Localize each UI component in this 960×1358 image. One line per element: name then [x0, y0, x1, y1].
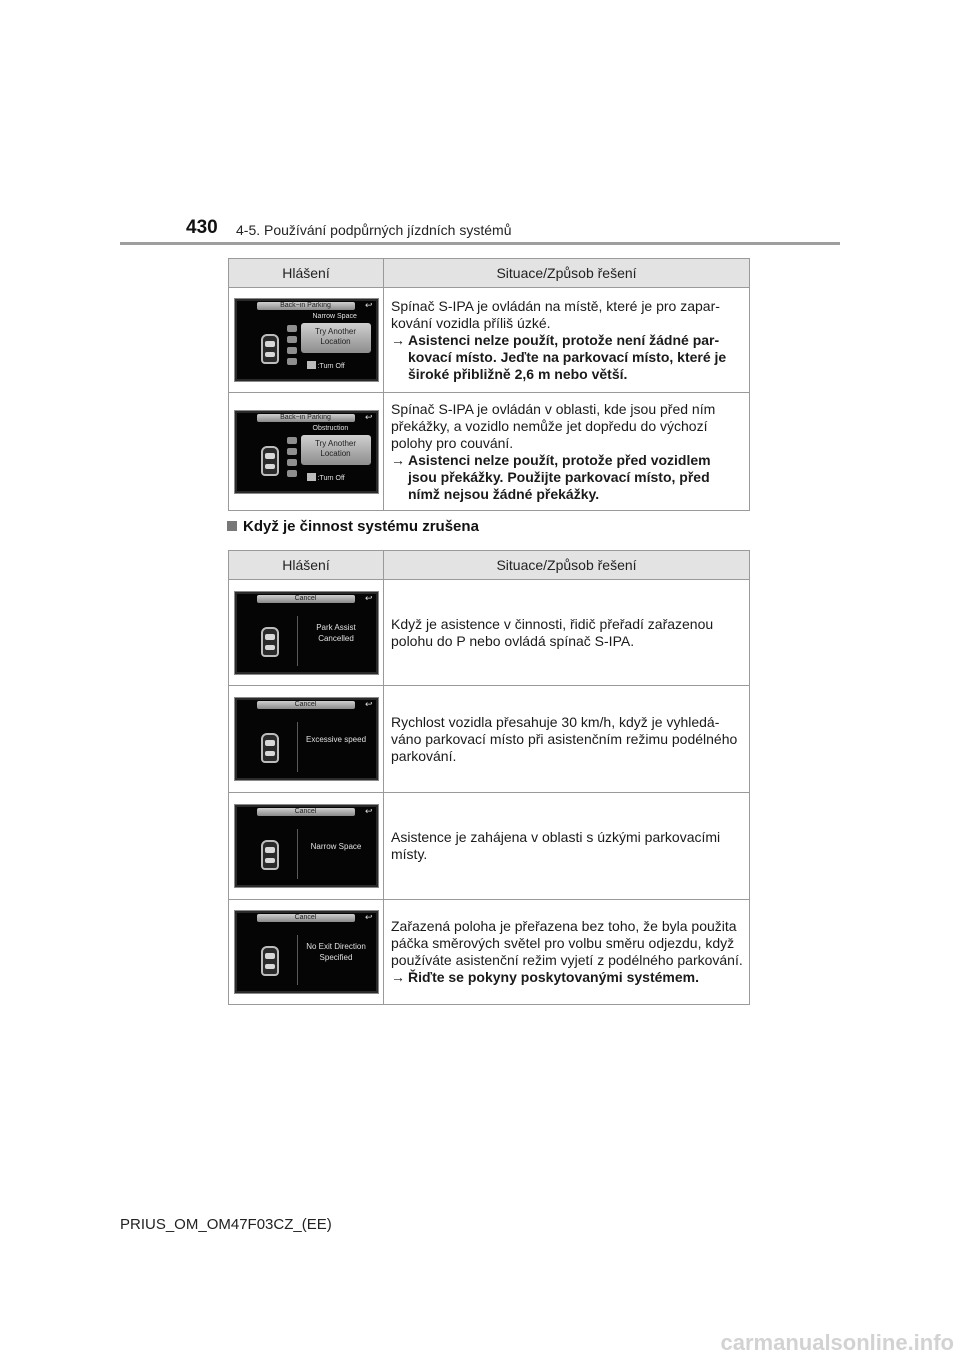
screen-divider: [297, 829, 298, 879]
button-label-line-1: Try Another: [314, 327, 357, 336]
remedy-label: Řiďte se pokyny poskytovanými systémem.: [408, 969, 699, 985]
situation-cell: [384, 580, 750, 686]
situation-text: Asistence je zahájena v oblasti s úzkými parkovacími místy.: [391, 829, 721, 862]
display-screen-image: [234, 410, 379, 494]
parking-switch-icon: [307, 361, 316, 369]
screen-title-bar: Back−in Parking: [257, 414, 355, 422]
situation-cell: [384, 900, 750, 1005]
situation-text: Zařazená poloha je přeřazena bez toho, že byla použita páčka směrových světel pro volbu směru odjezdu, když používáte asistenční režim vyjetí z podélného parkování.: [391, 918, 743, 968]
button-label-line-2: Location: [320, 337, 351, 346]
turn-off-hint: [307, 473, 345, 482]
screen-message-line-1: Narrow Space: [310, 842, 362, 851]
screen-cell: [229, 393, 384, 511]
screen-divider: [297, 722, 298, 772]
back-arrow-icon: ↩: [364, 806, 373, 816]
situation-cell: [384, 288, 750, 393]
situation-text: Spínač S-IPA je ovládán na místě, které je pro zaparkování vozidla příliš úzké.: [391, 297, 720, 331]
screen-message: [299, 941, 374, 963]
section-heading: [227, 518, 479, 535]
display-screen-image: [234, 910, 379, 994]
situation-cell: [384, 686, 750, 793]
display-screen-image: [234, 697, 379, 781]
situation-text: Rychlost vozidla přesahuje 30 km/h, když je vyhledáváno parkovací místo při asistenčním režimu podélného parkování.: [391, 713, 738, 764]
watermark: carmanualsonline.info: [720, 1330, 954, 1355]
chapter-title: 4-5. Používání podpůrných jízdních systémů: [236, 222, 512, 238]
screen-message-line-1: No Exit Direction: [306, 942, 366, 951]
car-icon: [261, 946, 279, 976]
screen-title-bar: Cancel: [257, 701, 355, 709]
arrow-icon: →: [391, 451, 405, 468]
screen-message: Obstruction: [312, 424, 349, 432]
arrow-icon: →: [391, 969, 405, 985]
message-table-2: [228, 550, 750, 1005]
column-header-message: Hlášení: [229, 551, 384, 580]
situation-text: Spínač S-IPA je ovládán v oblasti, kde jsou před ním překážky, a vozidlo nemůže jet dopředu do výchozí polohy pro couvání.: [391, 400, 716, 451]
parking-slot-icon: [287, 325, 297, 332]
screen-message: [299, 841, 374, 852]
remedy-text: [391, 969, 743, 986]
document-code: PRIUS_OM_OM47F03CZ_(EE): [120, 1216, 332, 1233]
screen-message-line-1: Park Assist: [316, 622, 356, 632]
screen-message-line-1: Excessive speed: [305, 735, 367, 744]
screen-title-bar: Cancel: [257, 808, 355, 816]
table-row: [229, 686, 750, 793]
situation-text: Když je asistence v činnosti, řidič přeřadí zařazenou polohu do P nebo ovládá spínač S-IPA.: [391, 615, 714, 649]
turn-off-label: :Turn Off: [317, 474, 345, 482]
car-icon: [261, 446, 279, 476]
remedy-text: [391, 452, 743, 503]
car-icon: [261, 840, 279, 870]
screen-cell: [229, 288, 384, 393]
screen-divider: [297, 616, 298, 666]
section-heading-label: Když je činnost systému zrušena: [243, 518, 479, 535]
back-arrow-icon: ↩: [364, 699, 373, 709]
display-screen-image: [234, 804, 379, 888]
car-icon: [261, 627, 279, 657]
screen-title-bar: Cancel: [257, 914, 355, 922]
screen-message: [299, 734, 374, 745]
parking-slot-icon: [287, 336, 297, 343]
button-label-line-1: Try Another: [314, 438, 357, 448]
remedy-label: Asistenci nelze použít, protože před vozidlem jsou překážky. Použijte parkovací místo, před nímž nejsou žádné překážky.: [408, 451, 711, 502]
screen-message: [299, 622, 374, 644]
table-header-row: [229, 551, 750, 580]
parking-switch-icon: [307, 473, 316, 481]
parking-slot-icon: [287, 448, 297, 455]
car-icon: [261, 733, 279, 763]
table-row: [229, 288, 750, 393]
car-icon: [261, 334, 279, 364]
situation-cell: [384, 393, 750, 511]
table-row: [229, 900, 750, 1005]
parking-slot-icon: [287, 459, 297, 466]
turn-off-label: :Turn Off: [317, 363, 345, 370]
display-screen-image: [234, 591, 379, 675]
try-another-location-button: [301, 323, 371, 353]
table-row: [229, 793, 750, 900]
screen-title-bar: Cancel: [257, 595, 355, 603]
try-another-location-button: [301, 435, 371, 465]
message-table-1: [228, 258, 750, 511]
parking-slot-icon: [287, 470, 297, 477]
screen-divider: [297, 935, 298, 985]
column-header-situation: Situace/Způsob řešení: [384, 259, 750, 288]
parking-slot-icon: [287, 358, 297, 365]
page-number: 430: [186, 217, 218, 238]
back-arrow-icon: ↩: [364, 411, 373, 422]
screen-message-line-2: Cancelled: [318, 633, 354, 643]
section-square-icon: [227, 521, 237, 531]
screen-cell: [229, 580, 384, 686]
button-label-line-2: Location: [320, 448, 351, 458]
screen-message: Narrow Space: [312, 313, 357, 320]
remedy-text: [391, 332, 743, 383]
remedy-label: Asistenci nelze použít, protože není žádné parkovací místo. Jeďte na parkovací místo, které je široké přibližně 2,6 m nebo větší.: [408, 331, 727, 382]
header-rule: [120, 242, 840, 245]
turn-off-hint: [307, 361, 345, 370]
arrow-icon: →: [391, 331, 405, 348]
screen-cell: [229, 793, 384, 900]
back-arrow-icon: ↩: [364, 912, 373, 922]
table-row: [229, 393, 750, 511]
back-arrow-icon: ↩: [364, 592, 373, 603]
screen-cell: [229, 900, 384, 1005]
parking-slot-icon: [287, 437, 297, 444]
parking-slot-icon: [287, 347, 297, 354]
screen-title-bar: Back−in Parking: [257, 302, 355, 310]
screen-message-line-2: Specified: [319, 953, 353, 962]
display-screen-image: [234, 298, 379, 382]
situation-cell: [384, 793, 750, 900]
table-header-row: [229, 259, 750, 288]
screen-cell: [229, 686, 384, 793]
column-header-message: Hlášení: [229, 259, 384, 288]
back-arrow-icon: ↩: [364, 300, 373, 310]
column-header-situation: Situace/Způsob řešení: [384, 551, 750, 580]
table-row: [229, 580, 750, 686]
